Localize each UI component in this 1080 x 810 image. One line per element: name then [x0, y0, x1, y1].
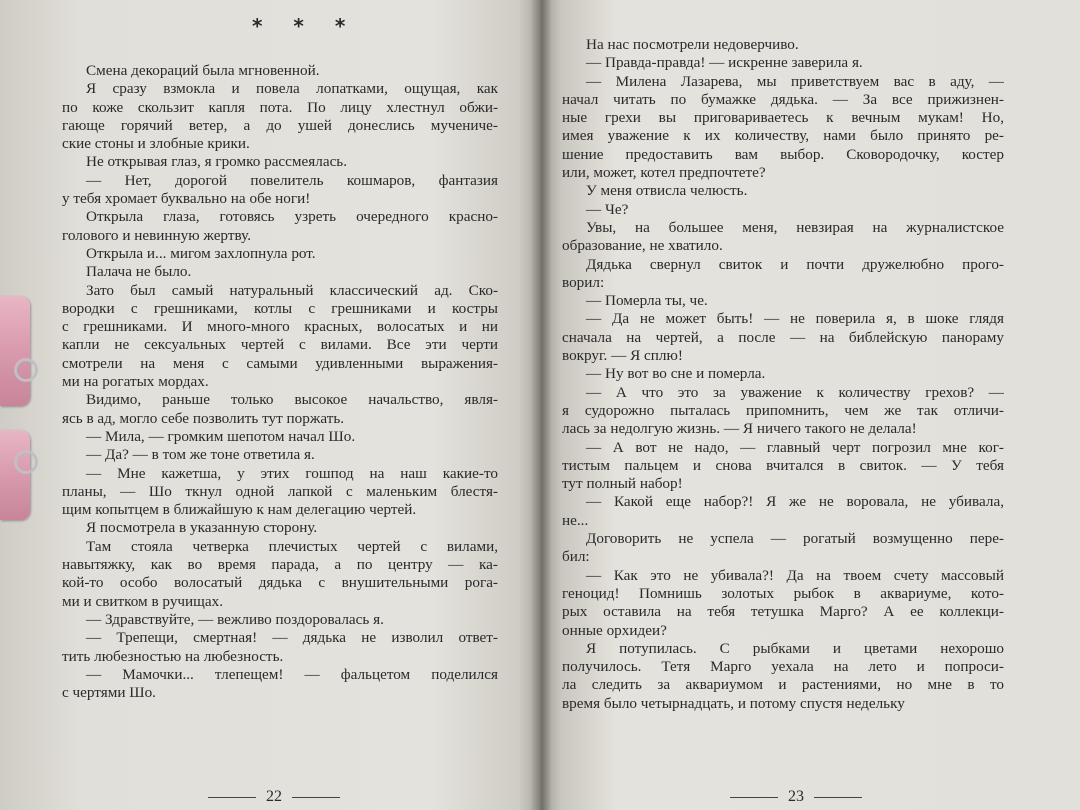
text-line: У меня отвисла челюсть. [586, 182, 748, 200]
text-line: — Мила, — громким шепотом начал Шо. [86, 427, 356, 445]
text-line: ские стоны и злобные крики. [62, 135, 250, 153]
clip-ring [14, 358, 38, 382]
text-line: щим копытцем в ближайшую к нам делегацию чертей. [62, 501, 417, 519]
text-line: — Ну вот во сне и померла. [586, 365, 766, 383]
clip-ring [14, 450, 38, 474]
text-line: Я сразу взмокла и повела лопатками, ощущая, как [86, 80, 498, 98]
text-line: или, может, котел предпочтете? [562, 164, 766, 182]
text-line: — Мамочки... тлепещем! — фальцетом поделился [86, 665, 498, 683]
text-line: — А что это за уважение к количеству грехов? — [586, 383, 1004, 401]
text-line: Там стояла четверка плечистых чертей с вилами, [86, 537, 498, 555]
right-page [540, 0, 1080, 810]
text-line: с грешниками. И много-много красных, волосатых и ни [62, 318, 498, 336]
text-line: сначала на чертей, а после — на библейскую панораму [562, 328, 1004, 346]
text-line: Увы, на большее меня, невзирая на журналистское [586, 218, 1004, 236]
text-line: тистым пальцем и снова вчитался в свиток. — У тебя [562, 456, 1004, 474]
text-line: с чертями Шо. [62, 684, 156, 702]
text-line: я судорожно пыталась припомнить, чем же так отличи- [562, 401, 1004, 419]
text-line: по коже скользит капля пота. По лицу хлестнул обжи- [62, 98, 498, 116]
text-line: образование, не хватило. [562, 237, 723, 255]
text-line: На нас посмотрели недоверчиво. [586, 36, 799, 53]
text-line: — Правда-правда! — искренне заверила я. [586, 54, 863, 72]
text-line: не... [562, 511, 589, 529]
right-page-folio [720, 788, 872, 806]
text-line: вокруг. — Я сплю! [562, 347, 683, 365]
text-line: имея уважение к их количеству, нами было принято ре- [562, 127, 1004, 145]
text-line: Зато был самый натуральный классический ад. Ско- [86, 281, 498, 299]
text-line: лась за недолгую жизнь. — Я ничего такого не делала! [562, 420, 917, 438]
left-page-folio [198, 788, 350, 806]
text-line: — Здравствуйте, — вежливо поздоровалась я. [86, 610, 384, 628]
folio-rule [292, 797, 340, 799]
text-line: Открыла и... мигом захлопнула рот. [86, 244, 316, 262]
section-ornament: * * * [252, 14, 358, 38]
text-line: ворил: [562, 273, 605, 291]
text-line: — Да не может быть! — не поверила я, в шоке глядя [586, 310, 1004, 328]
folio-rule [814, 797, 862, 799]
text-line: шение предоставить вам выбор. Сковородочку, костер [562, 145, 1004, 163]
text-line: тут полный набор! [562, 475, 683, 493]
text-line: онные орхидеи? [562, 621, 667, 639]
text-line: — Че? [586, 200, 629, 218]
text-line: навытяжку, как во время парада, а по центру — ка- [62, 556, 498, 574]
text-line: получилось. Тетя Марго уехала на лето и попроси- [562, 658, 1004, 676]
text-line: — А вот не надо, — главный черт погрозил мне ког- [586, 438, 1004, 456]
text-line: — Трепещи, смертная! — дядька не изволил ответ- [86, 629, 498, 647]
text-line: Не открывая глаз, я громко рассмеялась. [86, 153, 348, 171]
text-line: у тебя хромает буквально на обе ноги! [62, 190, 311, 208]
text-line: Палача не было. [86, 263, 192, 281]
text-line: кой-то особо волосатый дядька с внушительными рога- [62, 574, 498, 592]
clip-body [0, 296, 30, 406]
binder-clip-upper [0, 296, 40, 406]
text-line: ные грехи вы приговариваетесь к вечным мукам! Но, [562, 109, 1004, 127]
text-line: вородки с грешниками, котлы с грешниками и костры [62, 299, 498, 317]
text-line: бил: [562, 548, 590, 566]
text-line: — Как это не убивала?! Да на твоем счету массовый [586, 566, 1004, 584]
text-line: время было четырнадцать, и потому спустя недельку [562, 694, 905, 712]
text-line: тить любезностью на любезность. [62, 647, 284, 665]
folio-rule [208, 797, 256, 799]
left-page-number: 22 [266, 788, 282, 805]
text-line: ясь в ад, могло себе позволить тут поржать. [62, 409, 345, 427]
binder-clip-lower [0, 430, 40, 520]
text-line: — Мне кажетша, у этих гошпод на наш какие-то [86, 464, 498, 482]
text-line: геноцид! Помнишь золотых рыбок в аквариуме, кото- [562, 584, 1004, 602]
text-line: Открыла глаза, готовясь узреть очередного красно- [86, 208, 498, 226]
text-line: Я посмотрела в указанную сторону. [86, 519, 318, 537]
text-line: ми на рогатых мордах. [62, 373, 209, 391]
text-line: — Нет, дорогой повелитель кошмаров, фантазия [86, 171, 498, 189]
text-line: — Какой еще набор?! Я же не воровала, не убивала, [586, 493, 1004, 511]
text-line: — Да? — в том же тоне ответила я. [86, 446, 315, 464]
text-line: Я потупилась. С рыбками и цветами нехорошо [586, 639, 1004, 657]
text-line: — Милена Лазарева, мы приветствуем вас в аду, — [586, 72, 1004, 90]
text-line: капли не сексуальных чертей с вилами. Все эти черти [62, 336, 498, 354]
text-line: голового и невинную жертву. [62, 226, 251, 244]
text-line: Договорить не успела — рогатый возмущенно пере- [586, 530, 1004, 548]
text-line: Смена декораций была мгновенной. [86, 62, 320, 79]
text-line: рых оставила на тебя тетушка Марго? А ее коллекци- [562, 603, 1004, 621]
text-line: — Померла ты, че. [586, 292, 708, 310]
text-line: Видимо, раньше только высокое начальство, явля- [86, 391, 498, 409]
text-line: ми и свитком в ручищах. [62, 592, 224, 610]
text-line: начал читать по бумажке дядька. — За все прижизнен- [562, 90, 1004, 108]
text-line: гающе горячий ветер, а до ушей донеслись мучениче- [62, 116, 498, 134]
folio-rule [730, 797, 778, 799]
right-page-number: 23 [788, 788, 804, 805]
text-line: ла следить за аквариумом и растениями, но мне в то [562, 676, 1004, 694]
clip-body [0, 430, 30, 520]
text-line: Дядька свернул свиток и почти дружелюбно прого- [586, 255, 1004, 273]
book-gutter [530, 0, 552, 810]
text-line: планы, — Шо ткнул одной лапкой с маленьким блестя- [62, 482, 498, 500]
right-page-text [562, 36, 1004, 713]
left-page-text [62, 62, 498, 702]
text-line: смотрели на меня с самыми удивленными выражения- [62, 354, 498, 372]
